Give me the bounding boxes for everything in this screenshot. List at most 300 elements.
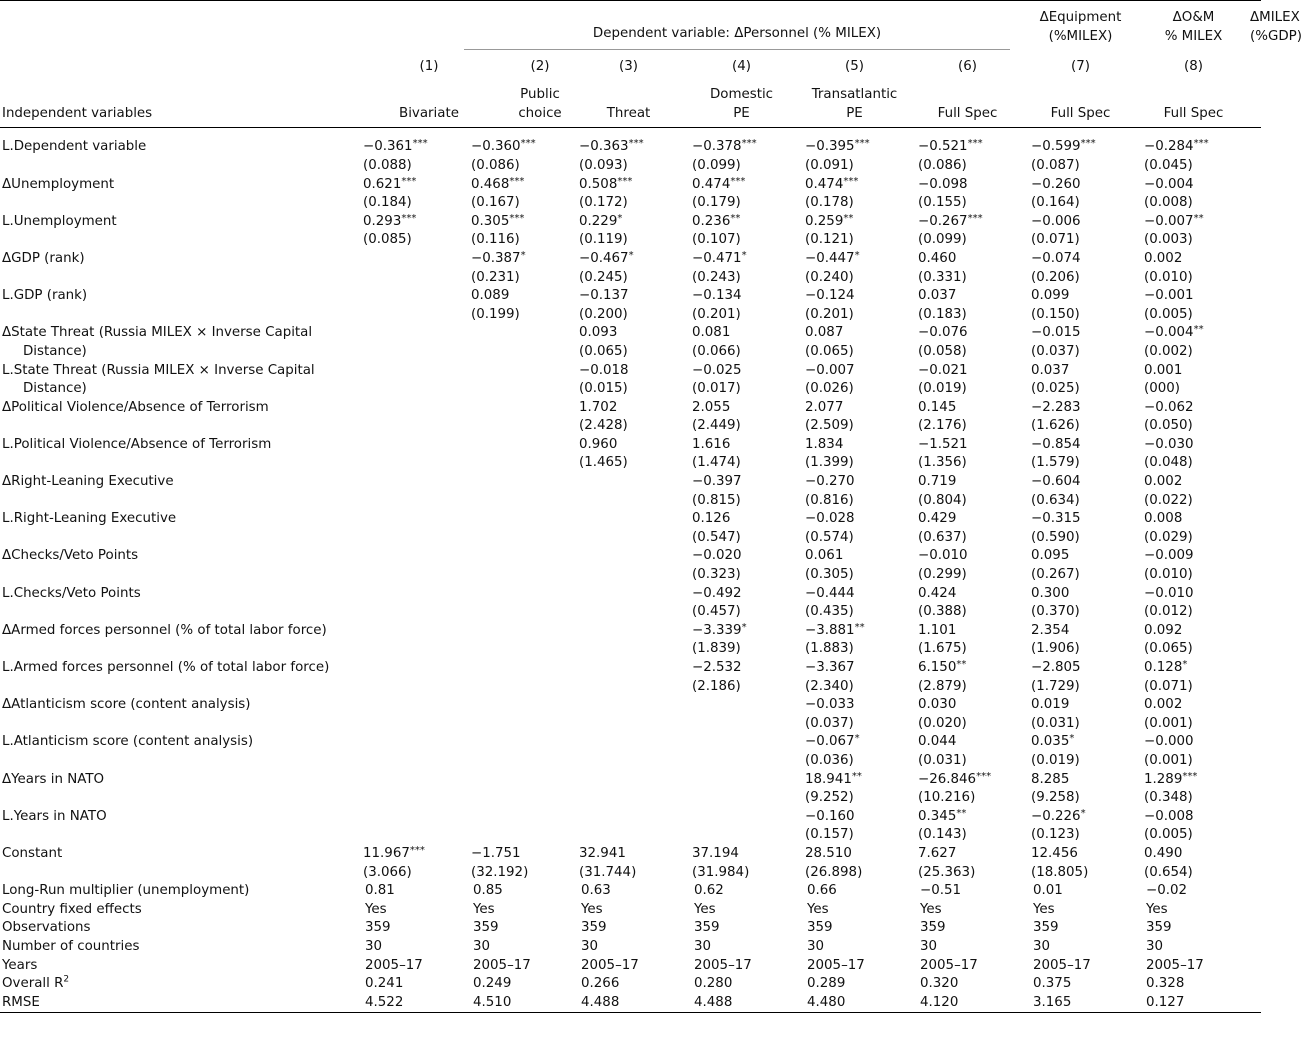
coef-value: 2.077 [805, 399, 844, 415]
coef-value: −0.007** [1144, 212, 1204, 229]
table-row-coef [0, 845, 1261, 864]
se-cell [464, 343, 572, 362]
se-cell [356, 566, 464, 585]
coef-value: −0.160 [805, 808, 855, 824]
se-cell [356, 603, 464, 622]
coef-value: 6.150** [918, 659, 967, 675]
se-cell: (0.150) [1031, 306, 1080, 322]
coef-value: −3.881** [805, 621, 865, 638]
coef-value: −3.339* [692, 621, 747, 638]
coef-cell [1137, 436, 1250, 455]
coef-cell [911, 362, 1024, 381]
coef-value: 2.354 [1031, 622, 1070, 638]
variable-name-line: ΔGDP (rank) [2, 250, 85, 266]
coef-value: −0.134 [692, 288, 742, 304]
se-cell: (0.099) [918, 232, 967, 248]
table-row-se [0, 454, 1261, 473]
coef-value: 0.081 [692, 325, 731, 341]
se-cell: (0.121) [805, 232, 854, 248]
coef-value: 0.236** [692, 212, 741, 229]
header-row-column-numbers [0, 50, 1261, 77]
coef-cell [685, 473, 798, 492]
stat-value: 0.280 [694, 976, 733, 992]
table-row-se [0, 194, 1261, 213]
variable-name-line: ΔArmed forces personnel (% of total labor force) [2, 622, 327, 638]
se-cell: (0.019) [918, 381, 967, 397]
coef-cell [1024, 287, 1137, 306]
coef-cell [464, 696, 572, 715]
coef-cell [464, 622, 572, 641]
coef-cell [464, 733, 572, 752]
coef-value: −2.532 [692, 660, 742, 675]
model-name-7-line-1: Full Spec [1050, 105, 1111, 121]
se-cell: (0.231) [471, 269, 520, 285]
coef-cell [685, 250, 798, 269]
se-cell: (1.729) [1031, 678, 1080, 694]
se-cell: (0.199) [471, 306, 520, 322]
stat-value: 359 [1146, 920, 1172, 936]
dv-header-6-line1: ΔEquipment [1039, 10, 1122, 25]
variable-name-line: ΔChecks/Veto Points [2, 548, 139, 564]
stat-label [0, 901, 356, 920]
se-cell: (1.883) [805, 641, 854, 657]
se-cell [356, 380, 464, 399]
se-cell: (9.252) [805, 790, 854, 806]
coef-value: 1.289*** [1144, 770, 1198, 787]
se-cell: (2.428) [579, 418, 628, 434]
se-cell: (0.031) [1031, 715, 1080, 731]
coef-value: −0.267*** [918, 212, 983, 229]
coef-cell [356, 733, 464, 752]
col-number-5: (5) [845, 58, 864, 74]
coef-cell [464, 808, 572, 827]
coef-cell [911, 324, 1024, 343]
coef-cell [464, 138, 572, 157]
stat-value: 0.328 [1146, 976, 1185, 992]
se-cell: (0.815) [692, 492, 741, 508]
coef-cell [1137, 287, 1250, 306]
coef-cell [798, 176, 911, 195]
se-cell [356, 752, 464, 771]
stat-value: 30 [920, 938, 938, 954]
coef-cell [685, 733, 798, 752]
se-cell: (0.547) [692, 529, 741, 545]
stat-label-text: Number of countries [2, 938, 140, 954]
se-cell: (0.143) [918, 827, 967, 843]
coef-cell [356, 808, 464, 827]
se-cell [572, 566, 685, 585]
se-cell: (0.637) [918, 529, 967, 545]
variable-name [0, 324, 356, 361]
coef-cell [685, 362, 798, 381]
model-name-5-line-2: PE [846, 105, 863, 121]
coef-cell [1137, 845, 1250, 864]
stat-value: 359 [807, 920, 833, 936]
col-number-3: (3) [619, 58, 638, 74]
coef-cell [1137, 510, 1250, 529]
coef-value: −0.361*** [363, 138, 428, 155]
se-cell: (0.065) [805, 343, 854, 359]
stat-value: Yes [1033, 901, 1055, 917]
se-cell: (0.116) [471, 232, 520, 248]
stat-value: 30 [581, 938, 599, 954]
coef-cell [1137, 696, 1250, 715]
stat-value: 0.249 [473, 976, 512, 992]
coef-value: −0.009 [1144, 548, 1194, 564]
coef-cell [572, 622, 685, 641]
stat-value: Yes [920, 901, 942, 917]
se-cell: (0.020) [918, 715, 967, 731]
col-number-2: (2) [530, 58, 550, 74]
stat-value: 359 [473, 920, 499, 936]
coef-value: −1.751 [471, 845, 521, 861]
table-row-coef [0, 287, 1261, 306]
stat-value: 359 [694, 920, 720, 936]
coef-value: 0.037 [918, 288, 957, 304]
coef-cell [464, 659, 572, 678]
se-cell [572, 752, 685, 771]
coef-cell [1137, 213, 1250, 232]
se-cell: (0.155) [918, 195, 967, 211]
coef-value: 0.030 [918, 697, 957, 713]
se-cell: (2.449) [692, 418, 741, 434]
se-cell: (0.179) [692, 195, 741, 211]
coef-value: −0.599*** [1031, 138, 1096, 155]
se-cell: (0.816) [805, 492, 854, 508]
table-row-se [0, 231, 1261, 250]
coef-value: −0.471* [692, 249, 747, 266]
se-cell: (0.031) [918, 752, 967, 768]
coef-value: −0.378*** [692, 138, 757, 155]
coef-cell [911, 585, 1024, 604]
table-row-coef [0, 362, 1261, 381]
se-cell: (0.012) [1144, 604, 1193, 620]
se-cell: (0.590) [1031, 529, 1080, 545]
table-row-se [0, 864, 1261, 883]
se-cell: (0.026) [805, 381, 854, 397]
stat-value: 0.63 [581, 883, 611, 899]
coef-cell [685, 436, 798, 455]
table-row-se [0, 306, 1261, 325]
coef-value: 8.285 [1031, 771, 1070, 787]
coef-cell [685, 213, 798, 232]
se-cell [356, 492, 464, 511]
coef-value: 0.002 [1144, 697, 1183, 713]
variable-name-line: L.Checks/Veto Points [2, 585, 141, 601]
coef-cell [1024, 138, 1137, 157]
se-cell [685, 826, 798, 845]
table-row-coef [0, 176, 1261, 195]
coef-value: 0.001 [1144, 362, 1183, 378]
coef-value: −0.000 [1144, 734, 1194, 750]
coef-cell [1024, 733, 1137, 752]
coef-value: −0.521*** [918, 138, 983, 155]
stat-value: Yes [694, 901, 716, 917]
coef-cell [572, 287, 685, 306]
coef-cell [685, 771, 798, 790]
se-cell [572, 492, 685, 511]
header-row-model-names [0, 76, 1261, 128]
variable-name-line: L.Armed forces personnel (% of total labor force) [2, 660, 330, 675]
coef-value: −0.604 [1031, 474, 1081, 490]
variable-name [0, 362, 356, 399]
coef-value: −0.010 [918, 548, 968, 564]
stat-value: 359 [920, 920, 946, 936]
table-row-coef [0, 733, 1261, 752]
se-cell: (0.001) [1144, 715, 1193, 731]
coef-cell [685, 547, 798, 566]
variable-name [0, 547, 356, 566]
se-cell: (0.045) [1144, 157, 1193, 173]
coef-cell [1137, 399, 1250, 418]
coef-cell [356, 585, 464, 604]
coef-value: −0.854 [1031, 436, 1081, 452]
stat-value: 30 [1033, 938, 1051, 954]
coef-cell [464, 845, 572, 864]
se-cell: (0.331) [918, 269, 967, 285]
se-cell: (1.474) [692, 455, 741, 471]
se-cell: (000) [1144, 381, 1181, 397]
se-cell: (1.465) [579, 455, 628, 471]
table-row-coef [0, 399, 1261, 418]
se-cell [356, 454, 464, 473]
table-row-coef [0, 659, 1261, 678]
se-cell: (0.240) [805, 269, 854, 285]
coef-cell [1024, 362, 1137, 381]
coef-cell [1024, 473, 1137, 492]
table-row-coef [0, 250, 1261, 269]
coef-cell [1137, 362, 1250, 381]
table-row-coef [0, 324, 1261, 343]
se-cell: (0.574) [805, 529, 854, 545]
table-row-stat [0, 994, 1261, 1013]
coef-cell [1024, 585, 1137, 604]
variable-name-line: ΔRight-Leaning Executive [2, 474, 174, 490]
coef-cell [1024, 808, 1137, 827]
coef-value: −0.444 [805, 585, 855, 601]
se-cell: (0.370) [1031, 604, 1080, 620]
se-cell: (0.157) [805, 827, 854, 843]
coef-cell [1024, 622, 1137, 641]
col-number-1: (1) [419, 58, 439, 74]
coef-value: −2.805 [1031, 660, 1081, 675]
coef-cell [685, 659, 798, 678]
stat-value: 30 [1146, 938, 1164, 954]
stat-value: 2005–17 [920, 957, 978, 973]
se-cell: (31.984) [692, 864, 750, 880]
variable-name [0, 473, 356, 492]
coef-value: −0.007 [805, 362, 855, 378]
coef-cell [356, 696, 464, 715]
coef-value: 18.941** [805, 770, 862, 787]
se-cell: (0.065) [1144, 641, 1193, 657]
se-cell: (0.654) [1144, 864, 1193, 880]
se-cell: (0.201) [692, 306, 741, 322]
coef-value: 0.099 [1031, 288, 1070, 304]
variable-name [0, 808, 356, 827]
coef-cell [1137, 473, 1250, 492]
stat-value: 3.165 [1033, 994, 1072, 1010]
se-cell [464, 603, 572, 622]
coef-cell [572, 845, 685, 864]
coef-value: −0.015 [1031, 325, 1081, 341]
coef-cell [464, 213, 572, 232]
table-row-coef [0, 473, 1261, 492]
coef-cell [798, 399, 911, 418]
coef-value: −0.021 [918, 362, 968, 378]
table-row-se [0, 157, 1261, 176]
coef-cell [356, 473, 464, 492]
dv-header-7 [1137, 1, 1250, 50]
variable-name [0, 696, 356, 715]
stat-value: 30 [365, 938, 383, 954]
coef-cell [798, 659, 911, 678]
variable-name-line: L.State Threat (Russia MILEX × Inverse Capital [2, 362, 315, 378]
coef-value: −0.030 [1144, 436, 1194, 452]
coef-cell [1137, 324, 1250, 343]
coef-cell [798, 733, 911, 752]
se-cell: (1.626) [1031, 418, 1080, 434]
coef-value: 2.055 [692, 399, 731, 415]
coef-value: −0.006 [1031, 213, 1081, 229]
variable-name [0, 213, 356, 232]
coef-cell [798, 436, 911, 455]
coef-cell [911, 808, 1024, 827]
coef-value: 0.460 [918, 250, 957, 266]
coef-value: −0.124 [805, 288, 855, 304]
coef-cell [911, 138, 1024, 157]
se-cell [464, 789, 572, 808]
se-cell: (0.010) [1144, 269, 1193, 285]
se-cell: (0.085) [363, 232, 412, 248]
variable-name [0, 399, 356, 418]
coef-value: 0.002 [1144, 474, 1183, 490]
se-cell [464, 492, 572, 511]
coef-cell [911, 622, 1024, 641]
coef-cell [1137, 585, 1250, 604]
variable-name-line: L.Unemployment [2, 213, 117, 229]
coef-cell [685, 176, 798, 195]
se-cell: (0.178) [805, 195, 854, 211]
model-name-2 [464, 76, 572, 128]
coef-value: 0.035* [1031, 733, 1075, 750]
se-cell: (0.184) [363, 195, 412, 211]
coef-cell [1024, 845, 1137, 864]
coef-cell [356, 510, 464, 529]
stat-value: 0.01 [1033, 883, 1063, 899]
variable-name-line: ΔAtlanticism score (content analysis) [2, 697, 251, 713]
stat-value: −0.51 [920, 883, 962, 899]
table-row-coef [0, 696, 1261, 715]
coef-value: 0.087 [805, 325, 844, 341]
table-row-se [0, 417, 1261, 436]
se-cell [356, 529, 464, 548]
se-cell [356, 826, 464, 845]
coef-cell [1137, 808, 1250, 827]
coef-cell [1137, 547, 1250, 566]
variable-name [0, 659, 356, 678]
se-cell [572, 603, 685, 622]
coef-cell [911, 510, 1024, 529]
stat-value: 359 [581, 920, 607, 936]
variable-name-line: Distance) [23, 381, 87, 397]
coef-cell [464, 473, 572, 492]
coef-cell [798, 362, 911, 381]
stat-value: Yes [807, 901, 829, 917]
coef-cell [572, 138, 685, 157]
se-cell: (0.086) [918, 157, 967, 173]
coef-value: −0.387* [471, 249, 526, 266]
variable-name [0, 771, 356, 790]
stat-value: 0.127 [1146, 994, 1185, 1010]
se-cell: (0.305) [805, 567, 854, 583]
coef-value: 0.128* [1144, 659, 1188, 675]
se-cell: (2.186) [692, 678, 741, 694]
stat-value: 30 [473, 938, 491, 954]
model-name-4-line-1: Domestic [709, 87, 774, 103]
coef-value: 0.229* [579, 212, 623, 229]
stat-label [0, 957, 356, 976]
coef-cell [1137, 138, 1250, 157]
se-cell: (0.058) [918, 343, 967, 359]
stat-value: 2005–17 [1146, 957, 1204, 973]
se-cell: (0.348) [1144, 790, 1193, 806]
coef-value: 0.259** [805, 212, 854, 229]
coef-cell [685, 510, 798, 529]
coef-cell [464, 585, 572, 604]
stat-value: 2005–17 [473, 957, 531, 973]
variable-name [0, 138, 356, 157]
coef-cell [685, 399, 798, 418]
coef-cell [1024, 771, 1137, 790]
variable-name [0, 622, 356, 641]
coef-value: −0.062 [1144, 399, 1194, 415]
coef-cell [685, 287, 798, 306]
stat-value: 0.320 [920, 976, 959, 992]
table-row-stat [0, 882, 1261, 901]
se-cell: (0.172) [579, 195, 628, 211]
coef-cell [1137, 771, 1250, 790]
coef-cell [685, 622, 798, 641]
se-cell: (0.088) [363, 157, 412, 173]
variable-name [0, 733, 356, 752]
model-name-6 [911, 76, 1024, 128]
coef-value: 0.960 [579, 436, 618, 452]
table-row-stat [0, 919, 1261, 938]
stat-value: 2005–17 [694, 957, 752, 973]
coef-cell [572, 585, 685, 604]
variable-name [0, 436, 356, 455]
se-cell [572, 789, 685, 808]
se-cell [572, 529, 685, 548]
dv-header-8-line2: (%GDP) [1250, 28, 1302, 44]
se-cell: (18.805) [1031, 864, 1089, 880]
se-cell [464, 752, 572, 771]
variable-name [0, 585, 356, 604]
se-cell: (0.065) [579, 343, 628, 359]
dv-header-7-line1: ΔO&M [1172, 10, 1215, 25]
se-cell: (0.037) [1031, 343, 1080, 359]
se-cell [356, 417, 464, 436]
se-cell: (0.183) [918, 306, 967, 322]
se-cell [356, 640, 464, 659]
coef-cell [572, 733, 685, 752]
coef-cell [572, 510, 685, 529]
se-cell: (0.093) [579, 157, 628, 173]
se-cell: (0.002) [1144, 343, 1193, 359]
se-cell: (1.839) [692, 641, 741, 657]
coef-cell [572, 473, 685, 492]
